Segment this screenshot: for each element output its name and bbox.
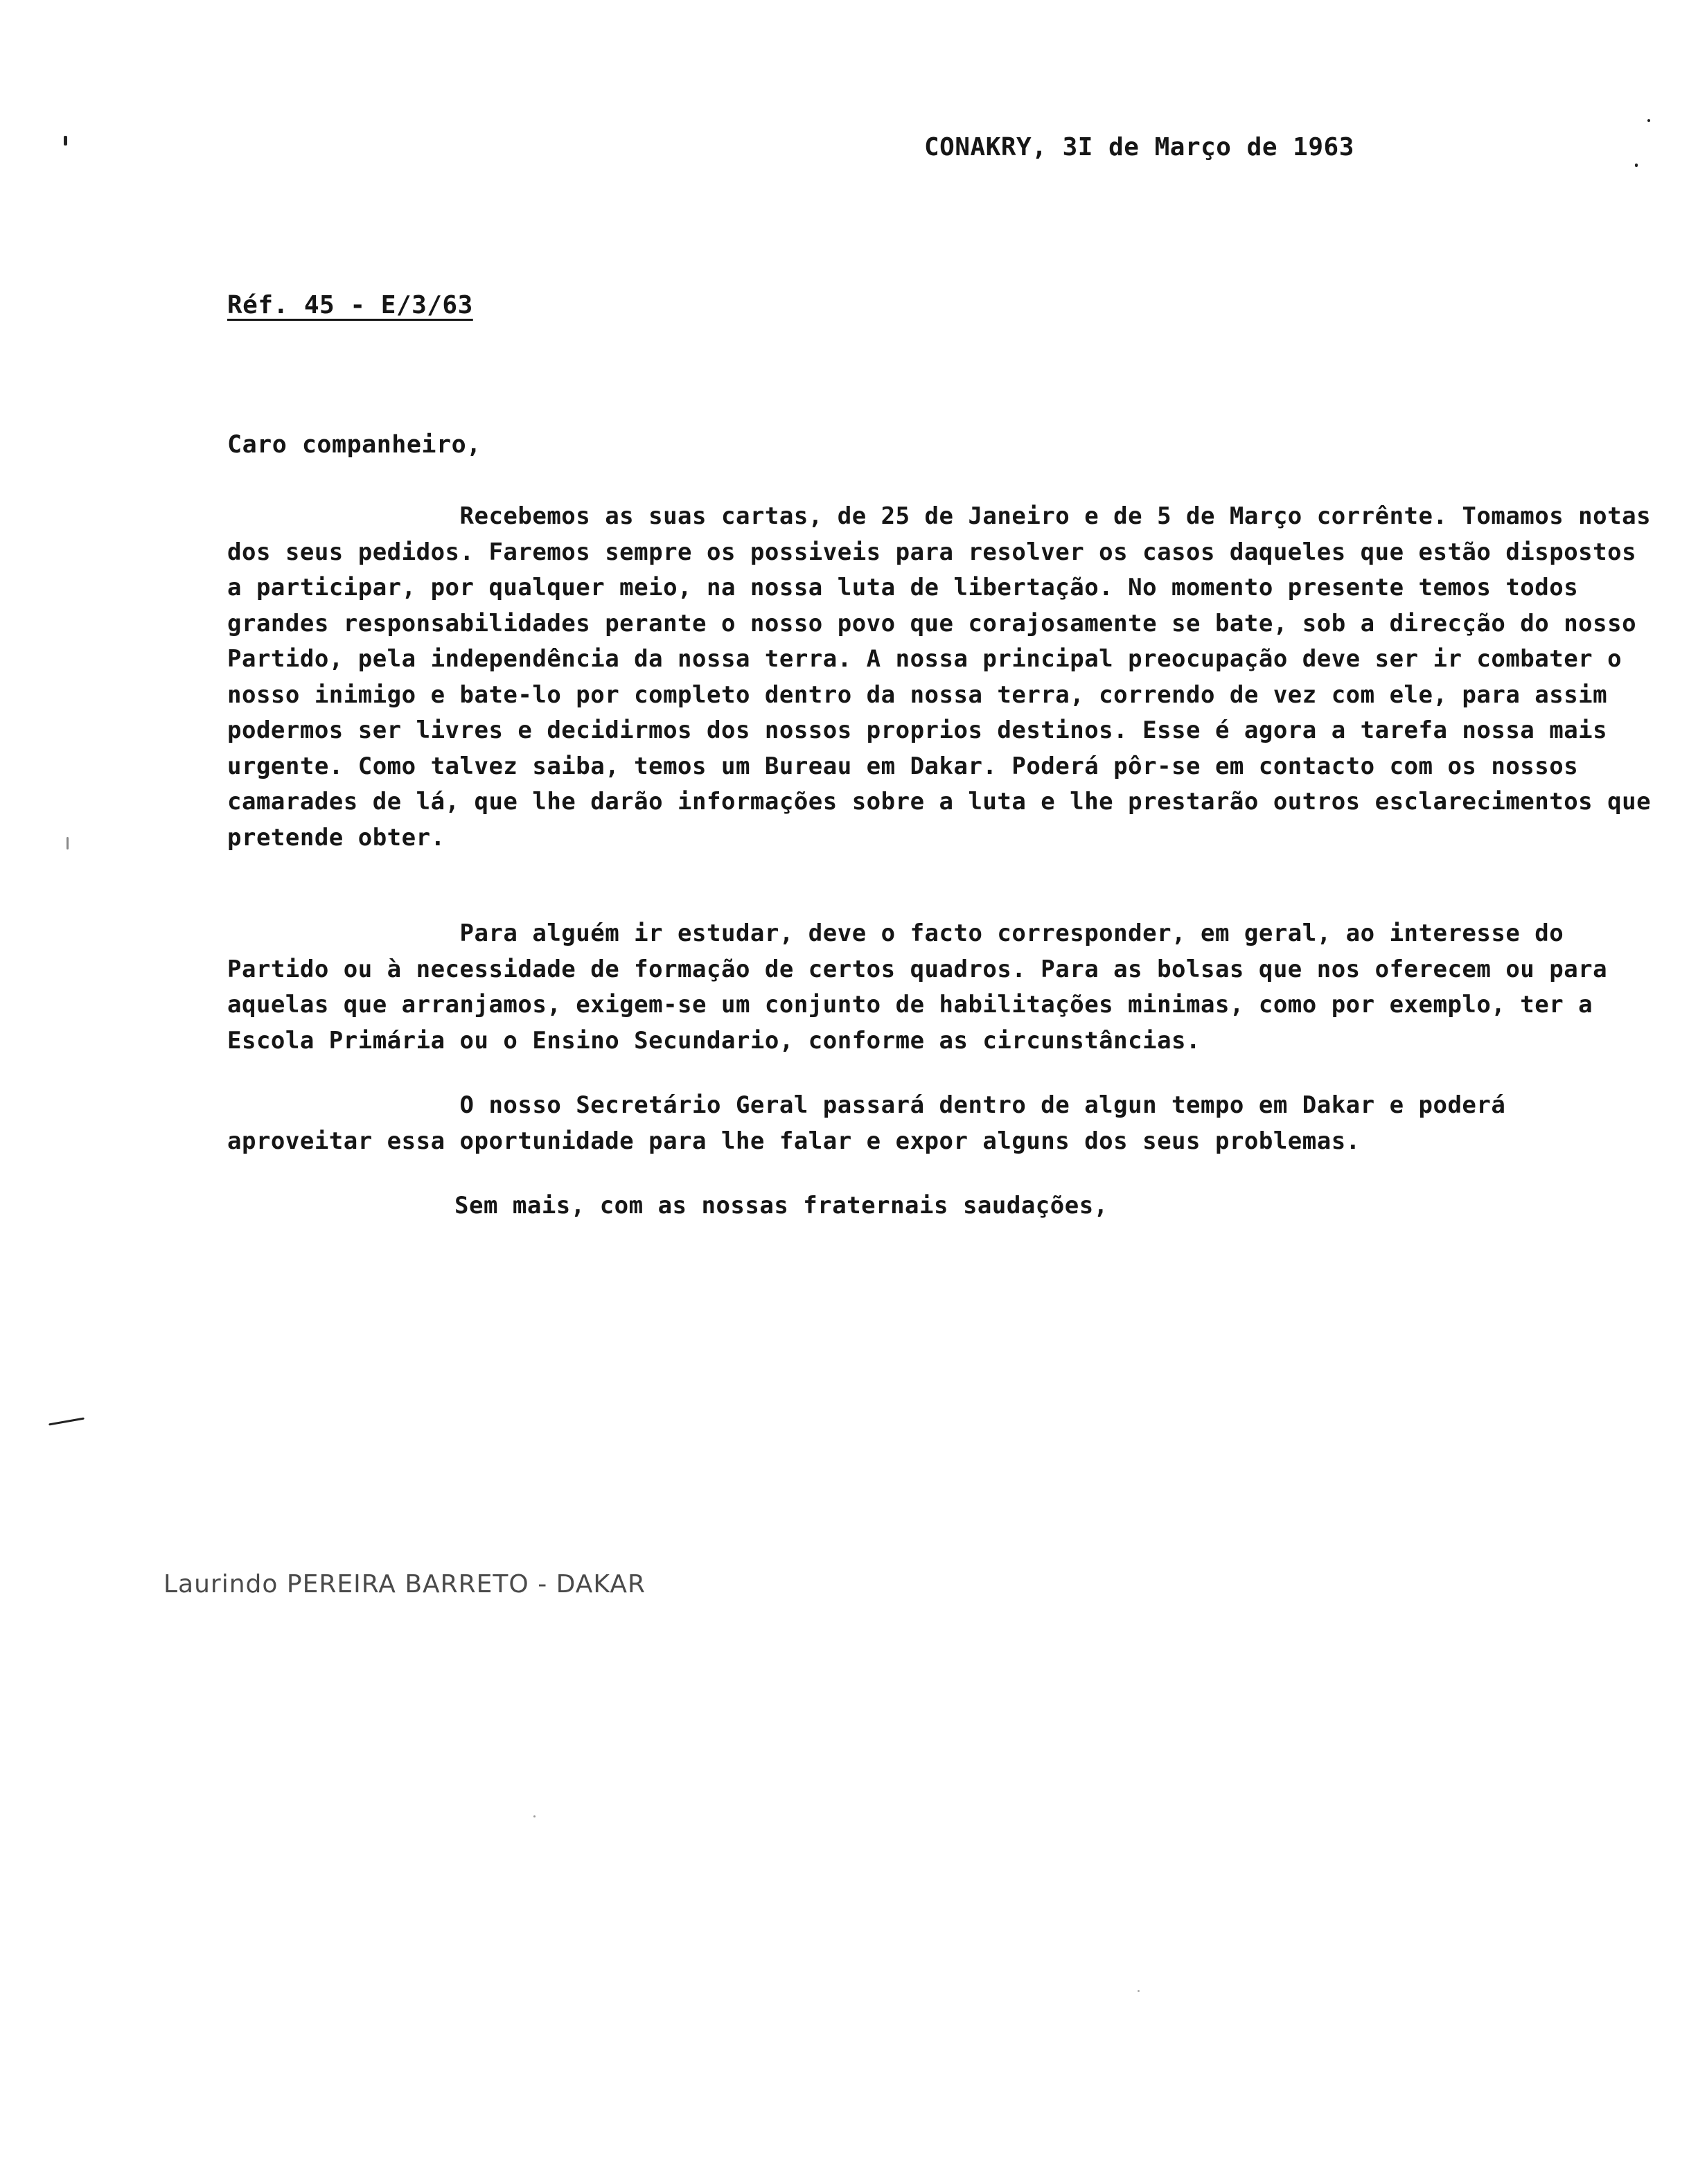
addressee-line: Laurindo PEREIRA BARRETO - DAKAR: [163, 1570, 646, 1599]
scan-speck: [533, 1815, 536, 1817]
reference-number: Réf. 45 - E/3/63: [227, 291, 473, 319]
body-paragraph-1: Recebemos as suas cartas, de 25 de Janeiro e de 5 de Março corrênte. Tomamos notas dos seus pedidos. Faremos sempre os possiveis para resolver os casos daqueles que estão dispostos a participar, por qualquer meio, na nossa luta de libertação. No momento presente temos todos grandes responsabilidades perante o nosso povo que corajosamente se bate, sob a direcção do nosso Partido, pela independência da nossa terra. A nossa principal preocupação deve ser ir combater o nosso inimigo e bate-lo por completo dentro da nossa terra, correndo de vez com ele, para assim podermos ser livres e decidirmos dos nossos proprios destinos. Esse é agora a tarefa nossa mais urgente. Como talvez saiba, temos um Bureau em Dakar. Poderá pôr-se em contacto com os nossos camarades de lá, que lhe darão informações sobre a luta e lhe prestarão outros esclarecimentos que pretende obter.: [227, 502, 1666, 852]
scan-speck: [64, 136, 67, 146]
body-paragraph-2: Para alguém ir estudar, deve o facto corresponder, em geral, ao interesse do Partido ou à necessidade de formação de certos quadros. Para as bolsas que nos oferecem ou para aquelas que arranjamos, exigem-se um conjunto de habilitações minimas, como por exemplo, ter a Escola Primária ou o Ensino Secundario, conforme as circunstâncias.: [227, 919, 1622, 1055]
scan-speck: [67, 837, 69, 849]
scan-speck: [1138, 1990, 1140, 1992]
closing-line: Sem mais, com as nossas fraternais saudações,: [454, 1192, 1108, 1219]
body-paragraph-3: O nosso Secretário Geral passará dentro de algun tempo em Dakar e poderá aproveitar essa oportunidade para lhe falar e expor alguns dos seus problemas.: [227, 1091, 1521, 1155]
salutation: Caro companheiro,: [227, 431, 481, 459]
scan-speck: [1635, 164, 1638, 167]
scan-speck: [1647, 119, 1650, 122]
scan-speck: [48, 1418, 85, 1426]
place-date: CONAKRY, 3I de Março de 1963: [924, 133, 1354, 161]
